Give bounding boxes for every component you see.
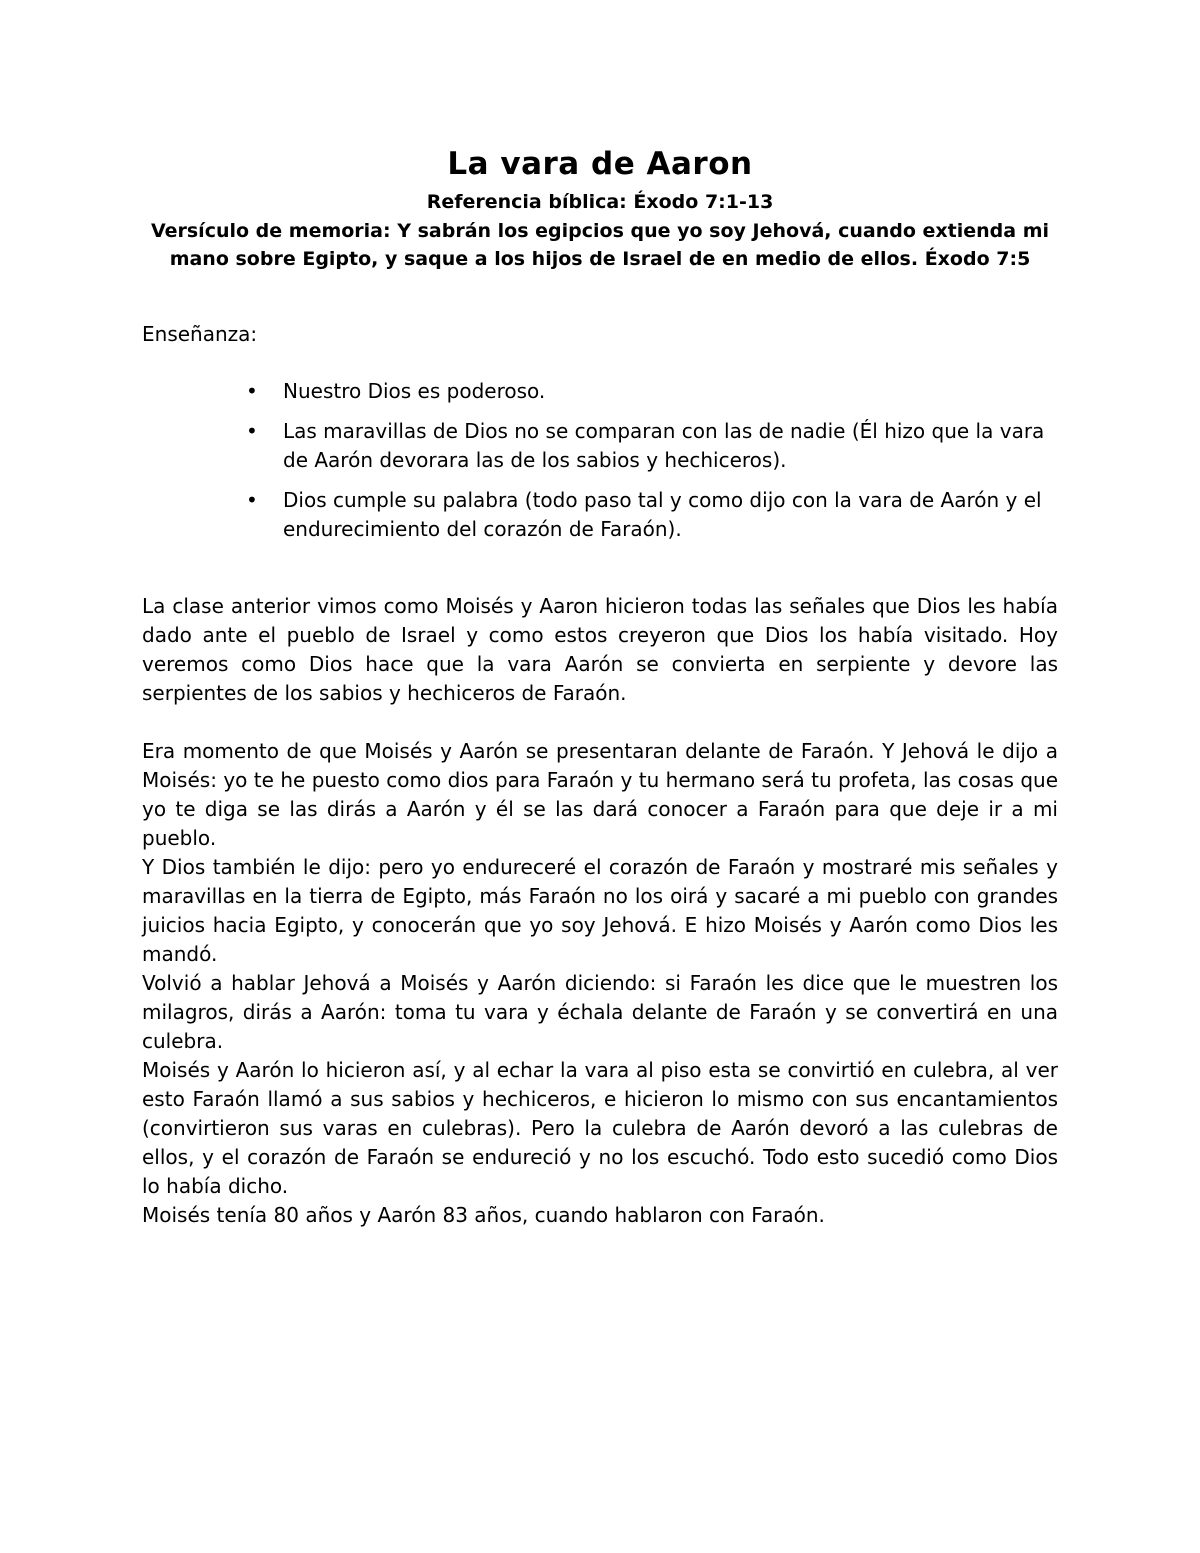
bullet-icon: • — [246, 419, 258, 443]
teaching-point-text: Nuestro Dios es poderoso. — [283, 379, 546, 403]
body-paragraph: Era momento de que Moisés y Aarón se presentaran delante de Faraón. Y Jehová le dijo a Moisés: yo te he puesto como dios para Faraón y tu hermano será tu profeta, las cosas que yo te diga se las dirás a Aarón y él se las dará conocer a Faraón para que deje ir a mi pueblo. — [142, 739, 1058, 850]
bullet-icon: • — [246, 379, 258, 403]
teaching-label: Enseñanza: — [142, 322, 258, 346]
teaching-point-text: Las maravillas de Dios no se comparan con las de nadie (Él hizo que la vara de Aarón devorara las de los sabios y hechiceros). — [283, 419, 1045, 472]
list-item — [246, 417, 1058, 475]
document-page — [142, 140, 1058, 1230]
body-paragraph: Y Dios también le dijo: pero yo endureceré el corazón de Faraón y mostraré mis señales y maravillas en la tierra de Egipto, más Faraón no los oirá y sacaré a mi pueblo con grandes juicios hacia Egipto, y conocerán que yo soy Jehová. E hizo Moisés y Aarón como Dios les mandó. — [142, 855, 1058, 966]
bible-reference: Referencia bíblica: Éxodo 7:1-13 — [426, 191, 774, 213]
body-paragraph: La clase anterior vimos como Moisés y Aaron hicieron todas las señales que Dios les había dado ante el pueblo de Israel y como estos creyeron que Dios los había visitado. Hoy veremos como Dios hace que la vara Aarón se convierta en serpiente y devore las serpientes de los sabios y hechiceros de Faraón. — [142, 594, 1058, 705]
list-item — [246, 377, 1058, 406]
body-paragraph: Moisés y Aarón lo hicieron así, y al echar la vara al piso esta se convirtió en culebra, al ver esto Faraón llamó a sus sabios y hechiceros, e hicieron lo mismo con sus encantamientos (convirtieron sus varas en culebras). Pero la culebra de Aarón devoró a las culebras de ellos, y el corazón de Faraón se endureció y no los escuchó. Todo esto sucedió como Dios lo había dicho. — [142, 1058, 1058, 1198]
list-item — [246, 486, 1058, 544]
teaching-point-text: Dios cumple su palabra (todo paso tal y como dijo con la vara de Aarón y el endurecimiento del corazón de Faraón). — [283, 488, 1042, 541]
document-title: La vara de Aaron — [447, 146, 753, 182]
memory-verse: Versículo de memoria: Y sabrán los egipcios que yo soy Jehová, cuando extienda mi mano sobre Egipto, y saque a los hijos de Israel de en medio de ellos. Éxodo 7:5 — [150, 220, 1050, 270]
bullet-icon: • — [246, 488, 258, 512]
body-paragraph: Volvió a hablar Jehová a Moisés y Aarón diciendo: si Faraón les dice que le muestren los milagros, dirás a Aarón: toma tu vara y échala delante de Faraón y se convertirá en una culebra. — [142, 971, 1058, 1053]
body-paragraph: Moisés tenía 80 años y Aarón 83 años, cuando hablaron con Faraón. — [142, 1203, 825, 1227]
teaching-list — [142, 377, 1058, 544]
